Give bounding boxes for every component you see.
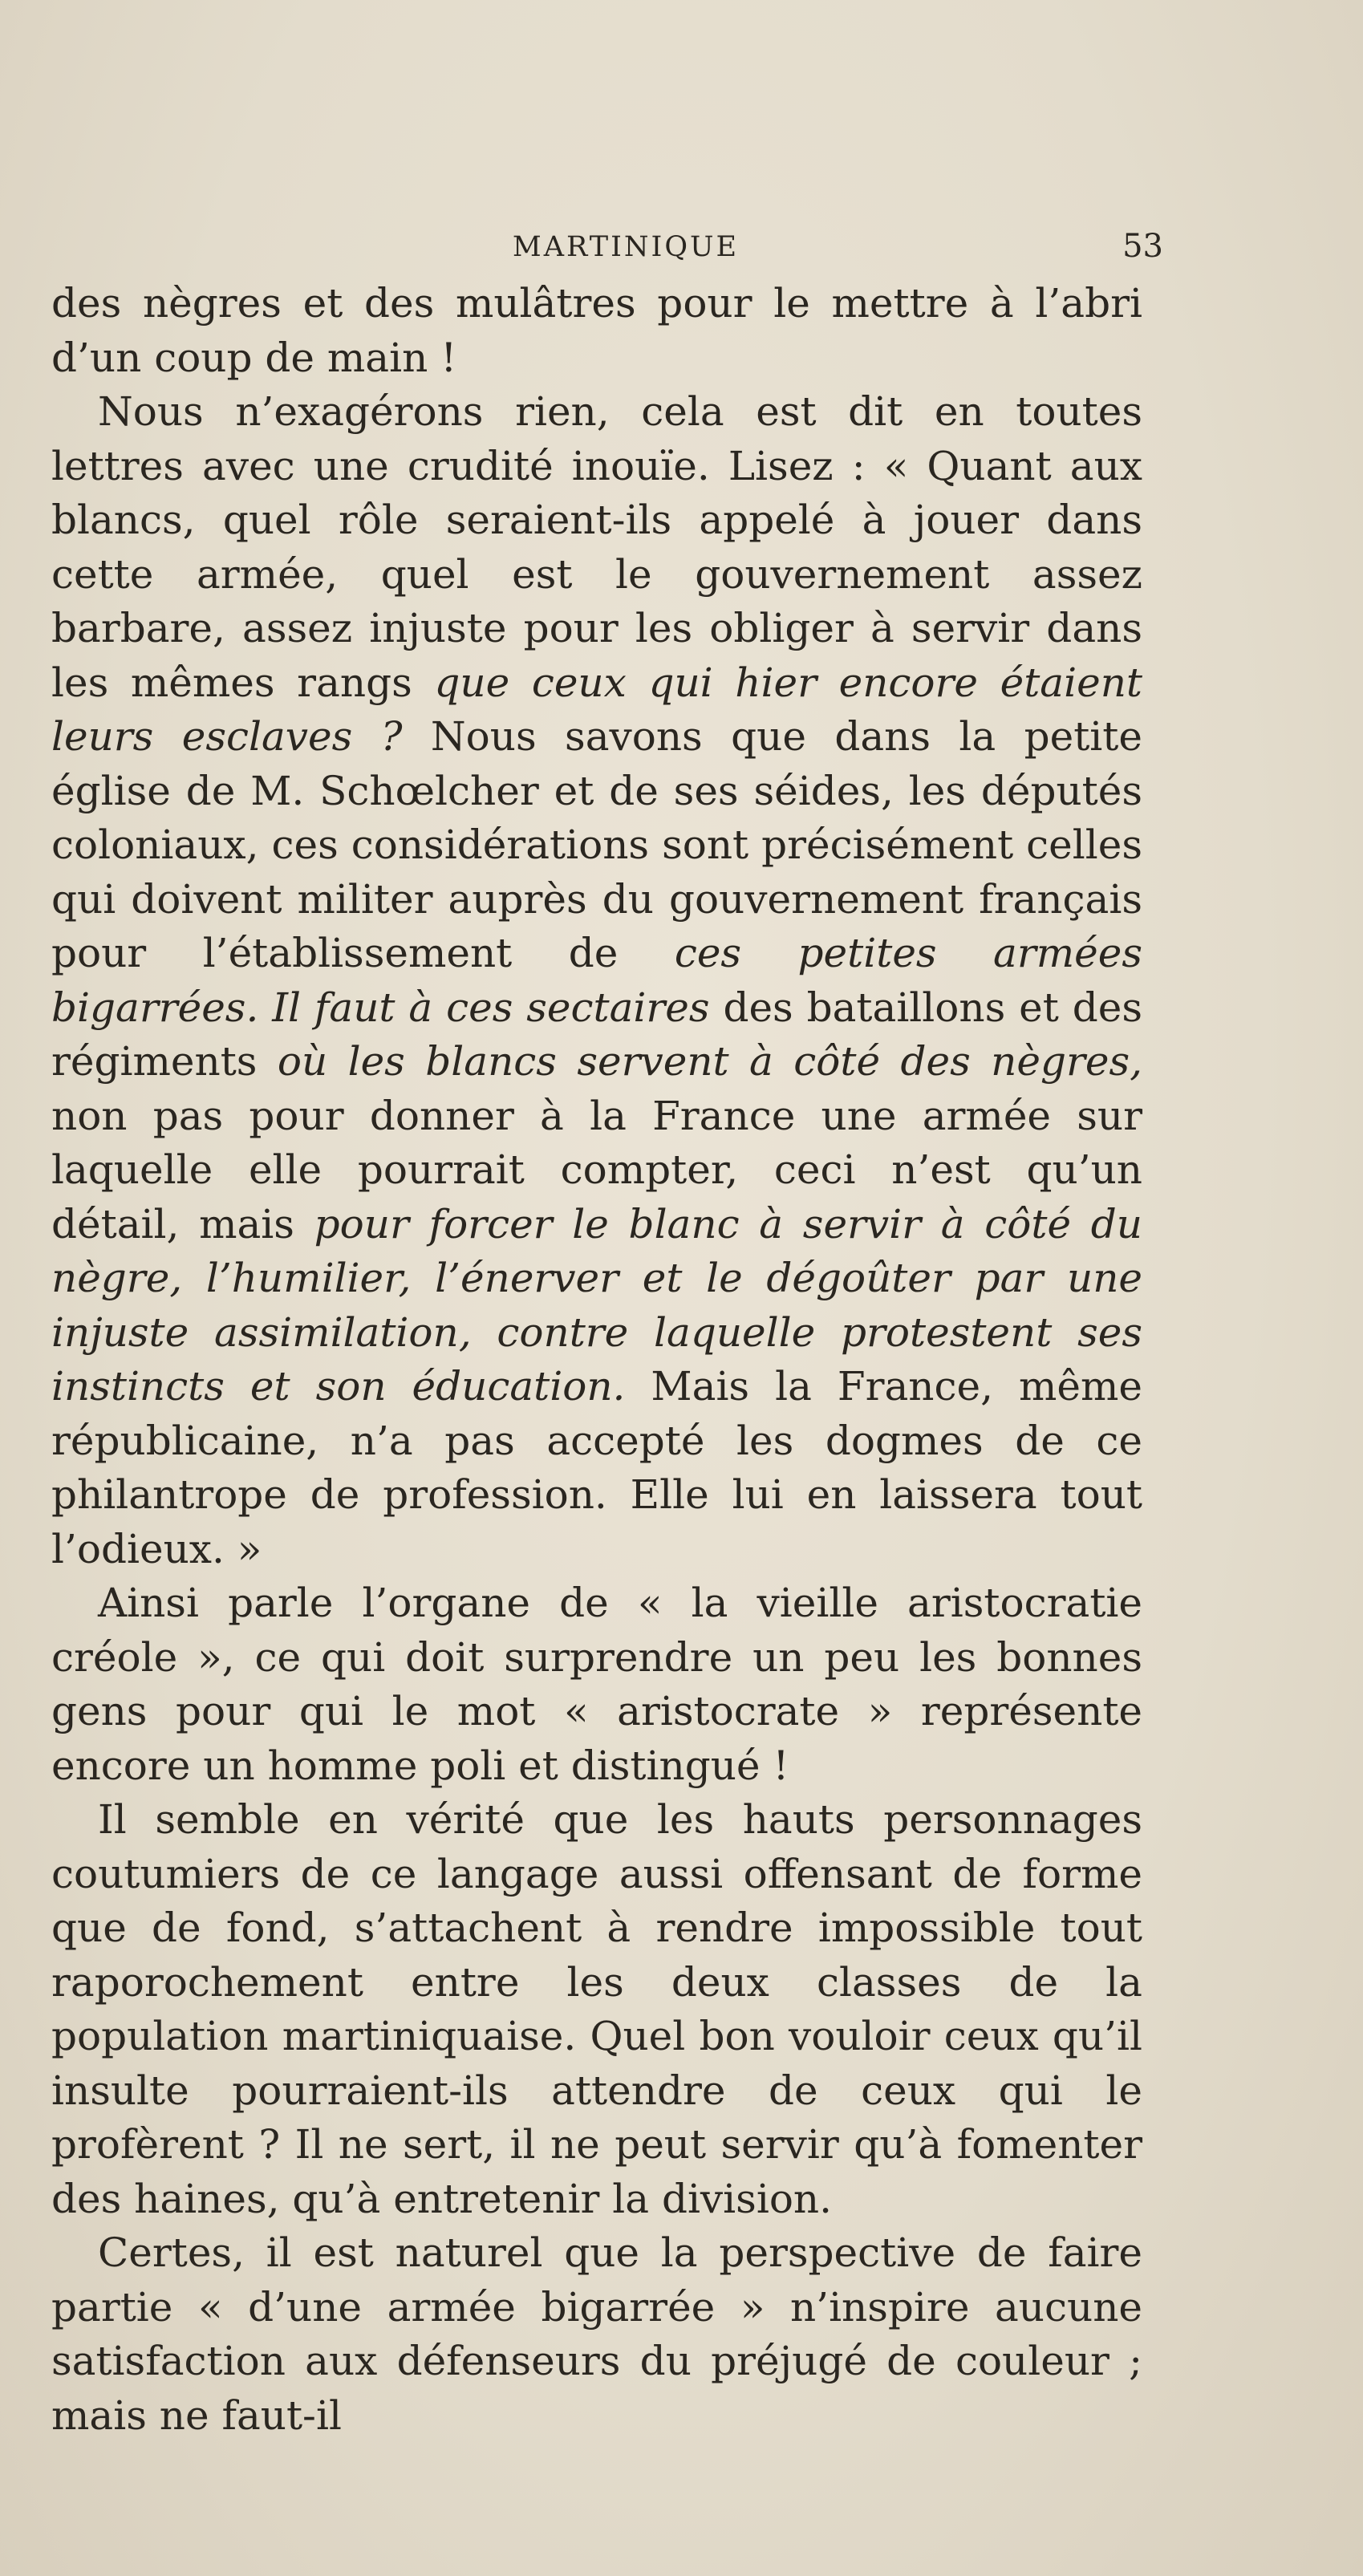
italic-text: ces petites armées bigarrées. Il faut à ces sectaires — [51, 930, 1142, 1031]
text-run: Il semble en vérité que les hauts personnages coutumiers de ce langage aussi offensant de forme que de fond, s’attachent à rendre impossible tout raporochement entre les deux classes de la population martiniquaise. Quel bon vouloir ceux qu’il insulte pourraient-ils attendre de ceux qui le profèrent ? Il ne sert, il ne peut servir qu’à fomenter des haines, qu’à entretenir la division. — [51, 1796, 1142, 2222]
italic-text: pour forcer le blanc à servir à côté du nègre, l’humilier, l’énerver et le dégoûter par une injuste assimilation, contre laquelle protestent ses instincts et son éducation. — [51, 1200, 1142, 1410]
paragraph — [51, 385, 1142, 1576]
text-run: des nègres et des mulâtres pour le mettre à l’abri d’un coup de main ! — [51, 280, 1142, 381]
page-number: 53 — [1122, 228, 1163, 265]
text-run: des bataillons et des régiments — [51, 984, 1142, 1085]
text-run: Nous n’exagérons rien, cela est dit en toutes lettres avec une crudité inouïe. Lisez : « Quant aux blancs, quel rôle seraient-ils appelé à jouer dans cette armée, quel est le gouvernement assez barbare, assez injuste pour les obliger à servir dans les mêmes rangs — [51, 388, 1142, 706]
text-run: Nous savons que dans la petite église de M. Schœlcher et de ses séides, les députés coloniaux, ces considérations sont précisément celles qui doivent militer auprès du gouvernement français pour l’établissement de — [51, 713, 1142, 976]
running-title: MARTINIQUE — [512, 231, 740, 263]
text-run: non pas pour donner à la France une armée sur laquelle elle pourrait compter, ceci n’est qu’un détail, mais — [51, 1092, 1142, 1247]
text-run: Certes, il est naturel que la perspective de faire partie « d’une armée bigarrée » n’inspire aucune satisfaction aux défenseurs du préjugé de couleur ; mais ne faut-il — [51, 2229, 1142, 2439]
paragraph — [51, 2226, 1142, 2443]
paragraph — [51, 1793, 1142, 2226]
italic-text: où les blancs servent à côté des nègres, — [277, 1038, 1143, 1085]
text-run: Ainsi parle l’organe de « la vieille aristocratie créole », ce qui doit surprendre un peu les bonnes gens pour qui le mot « aristocrate » représente encore un homme poli et distingué ! — [51, 1580, 1142, 1789]
body-text — [51, 277, 1142, 2443]
paragraph — [51, 277, 1142, 385]
page-header — [88, 225, 1163, 265]
paragraph — [51, 1576, 1142, 1793]
italic-text: que ceux qui hier encore étaient leurs esclaves ? — [51, 659, 1142, 760]
text-run: Mais la France, même républicaine, n’a pas accepté les dogmes de ce philantrope de profession. Elle lui en laissera tout l’odieux. » — [51, 1363, 1142, 1572]
